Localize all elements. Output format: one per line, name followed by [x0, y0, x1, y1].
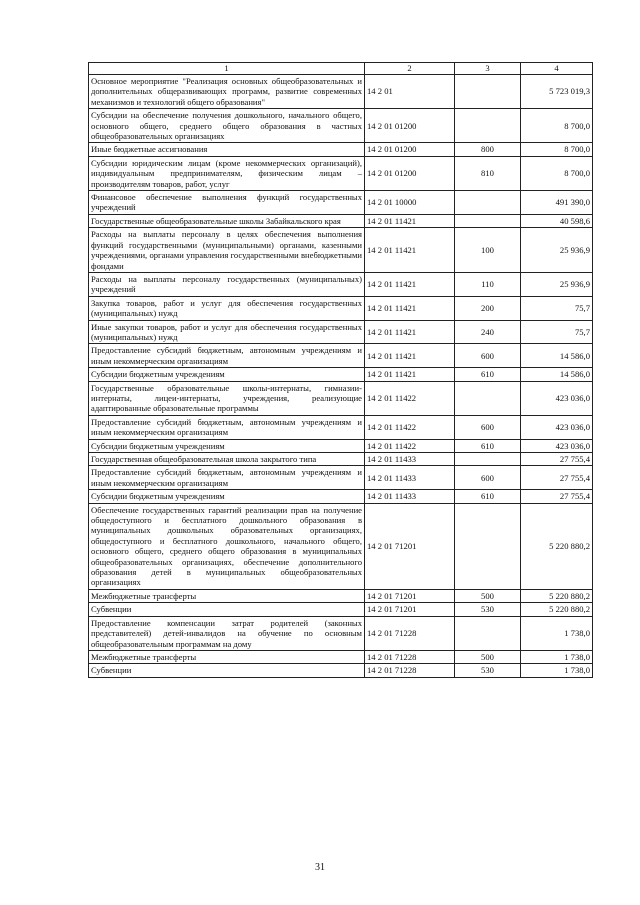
row-code-cell: 14 2 01 01200	[365, 156, 455, 190]
table-row	[89, 75, 593, 109]
row-expense-type-cell: 240	[455, 320, 521, 344]
table-row	[89, 143, 593, 156]
table-row	[89, 109, 593, 143]
row-expense-type-cell: 200	[455, 296, 521, 320]
table-row	[89, 381, 593, 415]
table-row	[89, 415, 593, 439]
budget-table	[88, 62, 593, 678]
row-name-cell: Основное мероприятие "Реализация основных общеобразовательных и дополнительных общеразвивающих программ, развитие современных механизмов и технологий общего образования"	[89, 75, 365, 109]
row-amount-cell: 5 723 019,3	[521, 75, 593, 109]
row-name-cell: Субсидии бюджетным учреждениям	[89, 490, 365, 503]
row-code-cell: 14 2 01 11421	[365, 368, 455, 381]
row-expense-type-cell	[455, 214, 521, 227]
row-name-cell: Иные закупки товаров, работ и услуг для обеспечения государственных (муниципальных) нужд	[89, 320, 365, 344]
row-code-cell: 14 2 01 11421	[365, 320, 455, 344]
row-amount-cell: 5 220 880,2	[521, 603, 593, 616]
row-expense-type-cell: 500	[455, 589, 521, 602]
row-amount-cell: 25 936,9	[521, 228, 593, 273]
row-name-cell: Государственная общеобразовательная школа закрытого типа	[89, 453, 365, 466]
row-name-cell: Субсидии юридическим лицам (кроме некоммерческих организаций), индивидуальным предпринимателям, физическим лицам – производителям товаров, работ, услуг	[89, 156, 365, 190]
row-name-cell: Предоставление субсидий бюджетным, автономным учреждениям и иным некоммерческим организациям	[89, 466, 365, 490]
table-row	[89, 228, 593, 273]
table-body	[89, 75, 593, 678]
row-code-cell: 14 2 01 11421	[365, 344, 455, 368]
table-row	[89, 589, 593, 602]
row-amount-cell: 14 586,0	[521, 344, 593, 368]
row-expense-type-cell	[455, 109, 521, 143]
row-code-cell: 14 2 01 71201	[365, 503, 455, 589]
row-name-cell: Обеспечение государственных гарантий реализации прав на получение общедоступного и бесплатного дошкольного образования в муниципальных дошкольных образовательных организациях, общедоступного и бесплатного дошкольного, начального общего, основного общего, среднего общего образования в муниципальных общеобразовательных организациях, обеспечение дополнительного образования детей в муниципальных общеобразовательных организациях	[89, 503, 365, 589]
row-amount-cell: 75,7	[521, 296, 593, 320]
row-code-cell: 14 2 01 11421	[365, 214, 455, 227]
row-code-cell: 14 2 01 11433	[365, 453, 455, 466]
row-amount-cell: 14 586,0	[521, 368, 593, 381]
row-expense-type-cell: 600	[455, 466, 521, 490]
row-amount-cell: 423 036,0	[521, 381, 593, 415]
row-name-cell: Финансовое обеспечение выполнения функций государственных учреждений	[89, 191, 365, 215]
table-row	[89, 453, 593, 466]
table-row	[89, 466, 593, 490]
row-expense-type-cell: 110	[455, 272, 521, 296]
row-name-cell: Межбюджетные трансферты	[89, 589, 365, 602]
table-row	[89, 191, 593, 215]
table-row	[89, 490, 593, 503]
row-code-cell: 14 2 01 10000	[365, 191, 455, 215]
row-name-cell: Субсидии бюджетным учреждениям	[89, 368, 365, 381]
row-code-cell: 14 2 01 11433	[365, 466, 455, 490]
table-row	[89, 603, 593, 616]
row-amount-cell: 1 738,0	[521, 664, 593, 677]
row-expense-type-cell	[455, 191, 521, 215]
row-amount-cell: 27 755,4	[521, 466, 593, 490]
row-code-cell: 14 2 01 11422	[365, 381, 455, 415]
row-amount-cell: 40 598,6	[521, 214, 593, 227]
row-name-cell: Межбюджетные трансферты	[89, 650, 365, 663]
row-code-cell: 14 2 01 71228	[365, 616, 455, 650]
row-code-cell: 14 2 01 11421	[365, 228, 455, 273]
row-code-cell: 14 2 01 71201	[365, 603, 455, 616]
row-name-cell: Закупка товаров, работ и услуг для обеспечения государственных (муниципальных) нужд	[89, 296, 365, 320]
row-name-cell: Предоставление компенсации затрат родителей (законных представителей) детей-инвалидов на обучение по основным общеобразовательным программам на дому	[89, 616, 365, 650]
row-amount-cell: 491 390,0	[521, 191, 593, 215]
table-row	[89, 439, 593, 452]
row-amount-cell: 8 700,0	[521, 143, 593, 156]
row-amount-cell: 27 755,4	[521, 490, 593, 503]
row-code-cell: 14 2 01 11422	[365, 415, 455, 439]
row-expense-type-cell	[455, 503, 521, 589]
row-amount-cell: 75,7	[521, 320, 593, 344]
row-name-cell: Предоставление субсидий бюджетным, автономным учреждениям и иным некоммерческим организациям	[89, 415, 365, 439]
row-expense-type-cell	[455, 453, 521, 466]
table-row	[89, 320, 593, 344]
table-row	[89, 296, 593, 320]
row-expense-type-cell: 500	[455, 650, 521, 663]
row-expense-type-cell: 610	[455, 490, 521, 503]
row-name-cell: Субвенции	[89, 664, 365, 677]
header-col-3: 3	[455, 63, 521, 75]
row-amount-cell: 8 700,0	[521, 156, 593, 190]
row-code-cell: 14 2 01 71228	[365, 650, 455, 663]
table-row	[89, 503, 593, 589]
row-name-cell: Субсидии на обеспечение получения дошкольного, начального общего, основного общего, среднего общего образования в частных общеобразовательных организациях	[89, 109, 365, 143]
row-expense-type-cell: 530	[455, 603, 521, 616]
header-row	[89, 63, 593, 75]
table-row	[89, 344, 593, 368]
row-expense-type-cell: 600	[455, 344, 521, 368]
header-col-1: 1	[89, 63, 365, 75]
row-amount-cell: 423 036,0	[521, 439, 593, 452]
row-amount-cell: 423 036,0	[521, 415, 593, 439]
row-amount-cell: 5 220 880,2	[521, 503, 593, 589]
row-amount-cell: 8 700,0	[521, 109, 593, 143]
row-amount-cell: 1 738,0	[521, 650, 593, 663]
row-amount-cell: 5 220 880,2	[521, 589, 593, 602]
row-amount-cell: 25 936,9	[521, 272, 593, 296]
row-name-cell: Субвенции	[89, 603, 365, 616]
row-name-cell: Иные бюджетные ассигнования	[89, 143, 365, 156]
row-name-cell: Предоставление субсидий бюджетным, автономным учреждениям и иным некоммерческим организациям	[89, 344, 365, 368]
row-amount-cell: 1 738,0	[521, 616, 593, 650]
header-col-4: 4	[521, 63, 593, 75]
row-expense-type-cell: 610	[455, 439, 521, 452]
table-row	[89, 272, 593, 296]
row-code-cell: 14 2 01 71228	[365, 664, 455, 677]
row-expense-type-cell	[455, 381, 521, 415]
row-code-cell: 14 2 01 11421	[365, 272, 455, 296]
row-name-cell: Государственные общеобразовательные школы Забайкальского края	[89, 214, 365, 227]
row-expense-type-cell: 100	[455, 228, 521, 273]
table-row	[89, 664, 593, 677]
header-col-2: 2	[365, 63, 455, 75]
row-expense-type-cell: 800	[455, 143, 521, 156]
table-row	[89, 650, 593, 663]
row-name-cell: Расходы на выплаты персоналу в целях обеспечения выполнения функций государственными (муниципальными) органами, казенными учреждениями, органами управления государственными внебюджетными фондами	[89, 228, 365, 273]
row-code-cell: 14 2 01 11421	[365, 296, 455, 320]
row-code-cell: 14 2 01 11422	[365, 439, 455, 452]
table-row	[89, 156, 593, 190]
row-name-cell: Государственные образовательные школы-интернаты, гимназии-интернаты, лицеи-интернаты, учреждения, реализующие адаптированные образовательные программы	[89, 381, 365, 415]
row-code-cell: 14 2 01 01200	[365, 143, 455, 156]
row-expense-type-cell: 810	[455, 156, 521, 190]
row-expense-type-cell	[455, 616, 521, 650]
table-row	[89, 214, 593, 227]
table-row	[89, 368, 593, 381]
row-amount-cell: 27 755,4	[521, 453, 593, 466]
table-header	[89, 63, 593, 75]
row-expense-type-cell: 600	[455, 415, 521, 439]
page-number: 31	[315, 862, 325, 873]
row-name-cell: Субсидии бюджетным учреждениям	[89, 439, 365, 452]
row-name-cell: Расходы на выплаты персоналу государственных (муниципальных) учреждений	[89, 272, 365, 296]
row-code-cell: 14 2 01 71201	[365, 589, 455, 602]
table-row	[89, 616, 593, 650]
row-code-cell: 14 2 01 11433	[365, 490, 455, 503]
row-expense-type-cell: 530	[455, 664, 521, 677]
row-code-cell: 14 2 01	[365, 75, 455, 109]
row-expense-type-cell: 610	[455, 368, 521, 381]
row-expense-type-cell	[455, 75, 521, 109]
row-code-cell: 14 2 01 01200	[365, 109, 455, 143]
